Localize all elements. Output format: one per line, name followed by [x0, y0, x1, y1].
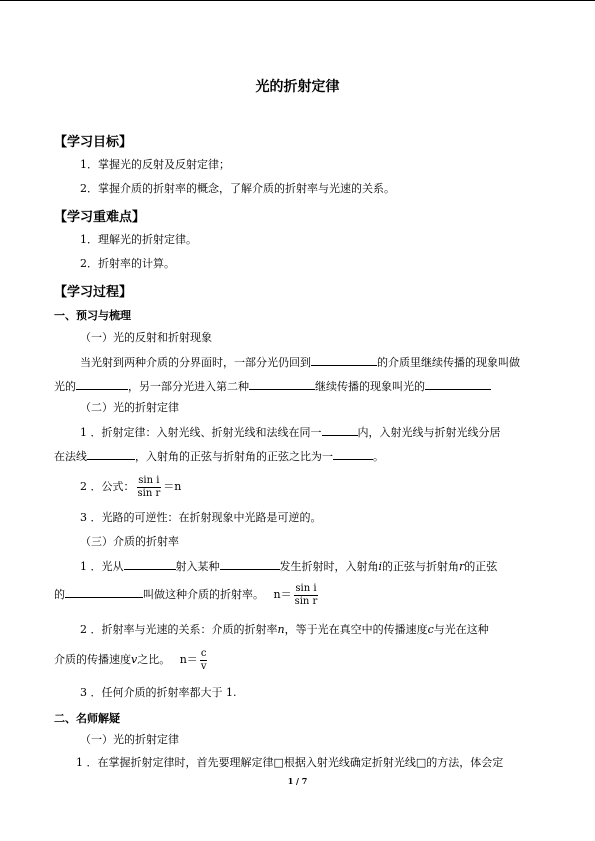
section-process: 【学习过程】 [54, 285, 133, 300]
part1-s1-line1: 当光射到两种介质的分界面时，一部分光仍回到 的介质里继续传播的现象叫做 [80, 356, 520, 369]
blank[interactable] [311, 354, 377, 366]
part1-s1-line2: 光的 ，另一部分光进入第二种 继续传播的现象叫光的 [54, 378, 491, 394]
part1-s2-item3: 3 ．光路的可逆性：在折射现象中光路是可逆的。 [80, 511, 322, 524]
part1-s2-item2-formula: 2 ．公式： $\frac{\text{sin i}}{\text{sin r}}$ ＝n [80, 474, 182, 499]
part1-s3-heading: （三）介质的折射率 [80, 535, 179, 548]
blank[interactable] [65, 586, 143, 598]
difficult-2: 2．折射率的计算。 [80, 257, 175, 270]
part2-s1-heading: （一）光的折射定律 [80, 733, 179, 746]
part1-s2-heading: （二）光的折射定律 [80, 401, 179, 414]
fraction: $\frac{c}{v}$ [200, 647, 207, 672]
part1-s2-item1-line2: 在法线 ，入射角的正弦与折射角的正弦之比为一 。 [54, 450, 384, 463]
part1-heading: 一、预习与梳理 [54, 309, 131, 322]
blank[interactable] [425, 378, 491, 390]
part1-s2-item1-line1: 1 ．折射定律：入射光线、折射光线和法线在同一 内，入射光线与折射光线分居 [80, 426, 501, 439]
section-goals: 【学习目标】 [54, 135, 133, 150]
blank[interactable] [249, 378, 315, 390]
blank[interactable] [220, 558, 280, 570]
difficult-1: 1．理解光的折射定律。 [80, 233, 197, 246]
page-number: 1 / 7 [287, 776, 308, 786]
part1-s1-heading: （一）光的反射和折射现象 [80, 331, 212, 344]
part1-s3-item3: 3 ．任何介质的折射率都大于 1. [80, 686, 237, 699]
top-rule [0, 0, 595, 1]
blank[interactable] [322, 424, 358, 436]
blank[interactable] [124, 558, 176, 570]
part1-s3-item2-line1: 2 ．折射率与光速的关系：介质的折射率n，等于光在真空中的传播速度c与光在这种 [80, 623, 489, 636]
blank[interactable] [87, 448, 135, 460]
part1-s3-item1-line1: 1 ．光从 射入某种 发生折射时，入射角i的正弦与折射角r的正弦 [80, 560, 498, 573]
part1-s3-item1-line2: 的 叫做这种介质的折射率。 n＝ $\frac{\text{sin i}}{\text{sin r}}$ [54, 582, 318, 607]
fraction: $\frac{\text{sin i}}{\text{sin r}}$ [294, 582, 318, 607]
fraction: $\frac{\text{sin i}}{\text{sin r}}$ [137, 474, 161, 499]
part2-line1: 1 ．在掌握折射定律时，首先要理解定律□根据入射光线确定折射光线□的方法，体会定 [76, 756, 504, 769]
section-difficult: 【学习重难点】 [54, 210, 146, 225]
goal-1: 1．掌握光的反射及反射定律； [80, 158, 230, 171]
page-title: 光的折射定律 [255, 79, 340, 95]
goal-2: 2．掌握介质的折射率的概念，了解介质的折射率与光速的关系。 [80, 182, 395, 195]
part1-s3-item2-line2: 介质的传播速度v之比。 n＝ $\frac{c}{v}$ [54, 647, 207, 672]
blank[interactable] [333, 448, 373, 460]
part2-heading: 二、名师解疑 [54, 712, 120, 725]
blank[interactable] [76, 378, 128, 390]
